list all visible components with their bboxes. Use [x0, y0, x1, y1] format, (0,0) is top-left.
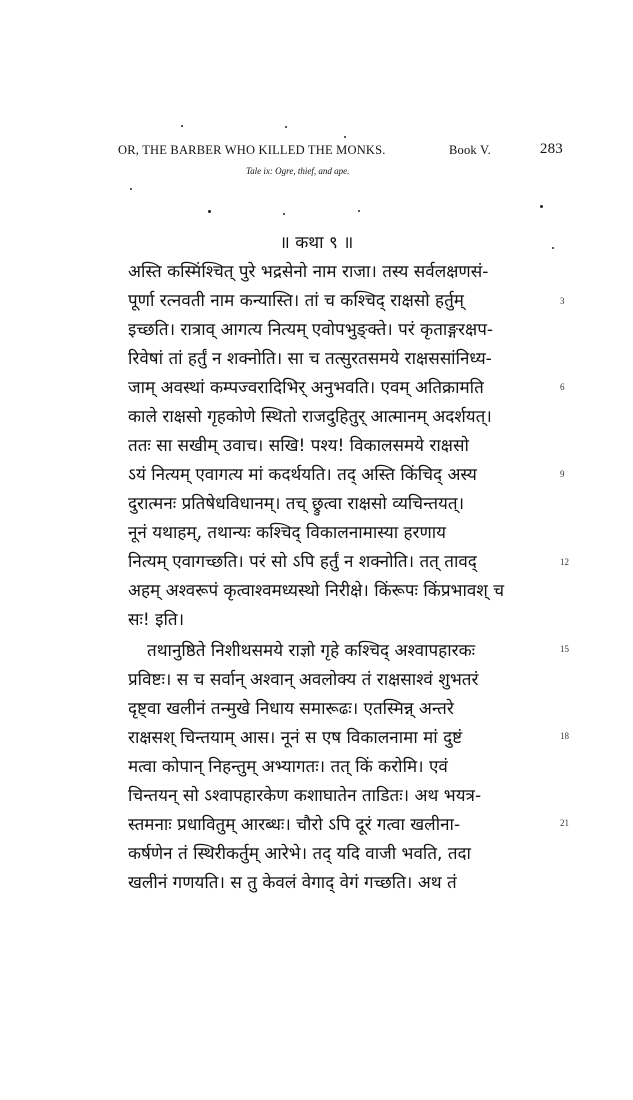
page-number: 283: [539, 141, 563, 157]
line-number: 12: [560, 557, 569, 567]
scan-speck: [552, 247, 554, 249]
text-line: नित्यम् एवागच्छति। परं सो ऽपि हर्तुं न शक्नोति। तत् तावद्: [128, 552, 477, 572]
text-line: इच्छति। रात्राव् आगत्य नित्यम् एवोपभुङ्क्ते। परं कृताङ्गरक्षप-: [128, 320, 493, 340]
scan-speck: [358, 210, 360, 212]
line-number: 15: [560, 644, 569, 654]
scan-speck: [181, 125, 183, 127]
text-line: मत्वा कोपान् निहन्तुम् अभ्यागतः। तत् किं करोमि। एवं: [128, 757, 448, 777]
text-line: ततः सा सखीम् उवाच। सखि! पश्य! विकालसमये राक्षसो: [128, 436, 469, 456]
text-line: प्रविष्टः। स च सर्वान् अश्वान् अवलोक्य तं राक्षसाश्वं शुभतरं: [128, 670, 479, 690]
text-line: स्तमनाः प्रधावितुम् आरब्धः। चौरो ऽपि दूरं गत्वा खलीना-: [128, 815, 461, 835]
line-number: 9: [560, 469, 565, 479]
text-line: तथानुष्ठिते निशीथसमये राज्ञो गृहे कश्चिद् अश्वापहारकः: [147, 641, 476, 661]
text-line: खलीनं गणयति। स तु केवलं वेगाद् वेगं गच्छति। अथ तं: [128, 873, 457, 893]
text-line: अस्ति कस्मिंश्चित् पुरे भद्रसेनो नाम राजा। तस्य सर्वलक्षणसं-: [128, 262, 489, 282]
text-line: अहम् अश्वरूपं कृत्वाश्वमध्यस्थो निरीक्षे। किंरूपः किंप्रभावश् च: [128, 581, 505, 601]
scan-speck: [344, 136, 346, 138]
scan-speck: [283, 213, 285, 215]
text-line: जाम् अवस्थां कम्पज्वरादिभिर् अनुभवति। एवम् अतिक्रामति: [128, 378, 484, 398]
line-number: 3: [560, 296, 565, 306]
running-title: OR, THE BARBER WHO KILLED THE MONKS.: [118, 143, 386, 157]
text-line: नूनं यथाहम्, तथान्यः कश्चिद् विकालनामास्या हरणाय: [128, 523, 447, 543]
text-line: पूर्णा रत्नवती नाम कन्यास्ति। तां च कश्चिद् राक्षसो हर्तुम्: [128, 291, 464, 311]
text-line: ऽयं नित्यम् एवागत्य मां कदर्थयति। तद् अस्ति किंचिद् अस्य: [128, 465, 477, 485]
text-line: राक्षसश् चिन्तयाम् आस। नूनं स एष विकालनामा मां दुष्टं: [128, 728, 463, 748]
scan-speck: [130, 188, 132, 190]
text-line: दृष्ट्वा खलीनं तन्मुखे निधाय समारूढः। एतस्मिन्न् अन्तरे: [128, 699, 454, 719]
text-line: कर्षणेन तं स्थिरीकर्तुम् आरेभे। तद् यदि वाजी भवति, तदा: [128, 844, 471, 864]
line-number: 18: [560, 731, 569, 741]
line-number: 6: [560, 382, 565, 392]
text-line: चिन्तयन् सो ऽश्वापहारकेण कशाघातेन ताडितः। अथ भयत्र-: [128, 786, 482, 806]
text-line: सः! इति।: [128, 610, 185, 630]
scan-speck: [540, 205, 543, 208]
tale-subheader: Tale ix: Ogre, thief, and ape.: [246, 166, 350, 176]
text-line: रिवेषां तां हर्तुं न शक्नोति। सा च तत्सुरतसमये राक्षससांनिध्य-: [128, 349, 492, 369]
line-number: 21: [560, 818, 569, 828]
story-heading: ॥ कथा ९ ॥: [279, 233, 354, 253]
running-header: [118, 143, 563, 161]
book-label: Book V.: [449, 143, 491, 157]
scan-speck: [285, 126, 287, 128]
text-line: दुरात्मनः प्रतिषेधविधानम्। तच् छ्रुत्वा राक्षसो व्यचिन्तयत्।: [128, 494, 465, 514]
scan-speck: [208, 210, 211, 213]
text-line: काले राक्षसो गृहकोणे स्थितो राजदुहितुर् आत्मानम् अदर्शयत्।: [128, 407, 492, 427]
